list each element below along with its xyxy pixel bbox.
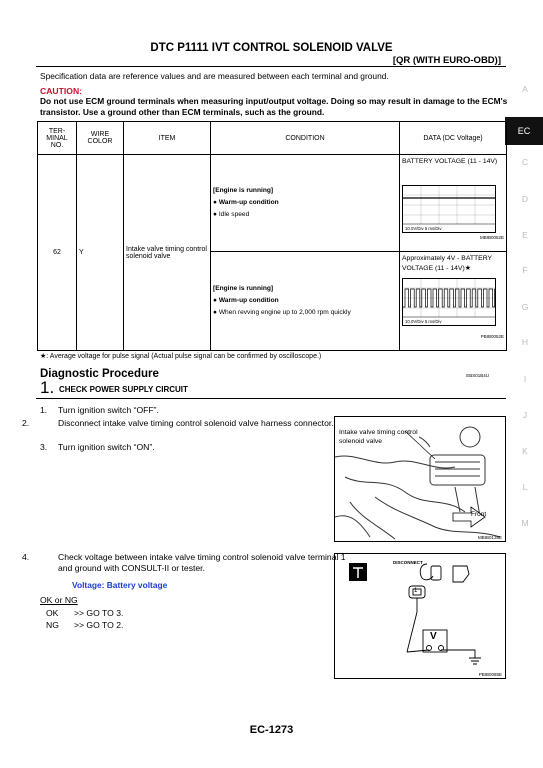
section-heading: Diagnostic Procedure	[40, 368, 159, 380]
condition-bullet: ● When revving engine up to 2,000 rpm quickly	[213, 309, 351, 316]
side-index-f: F	[522, 265, 528, 275]
terminal-spec-table	[37, 121, 507, 351]
side-index-d: D	[521, 194, 529, 204]
step-title: CHECK POWER SUPPLY CIRCUIT	[59, 385, 188, 394]
col-terminal: TER-MINAL NO.	[38, 122, 77, 155]
side-index-l: L	[522, 482, 528, 492]
section-code: EBS01B4U	[466, 373, 489, 378]
page-subtitle: [QR (WITH EURO-OBD)]	[392, 55, 501, 66]
list-item: 3. Turn ignition switch “ON”.	[40, 442, 155, 452]
oscilloscope-flat-figure	[402, 185, 496, 233]
page-title: DTC P1111 IVT CONTROL SOLENOID VALVE	[150, 42, 393, 54]
col-item: ITEM	[124, 122, 211, 155]
list-item: 4. Check voltage between intake valve timing control solenoid valve terminal 1 and ground with CONSULT-II or tester.	[22, 552, 346, 573]
oscilloscope-pulse-figure	[402, 278, 496, 326]
side-index-a: A	[522, 84, 528, 94]
condition-heading: [Engine is running]	[213, 285, 274, 292]
side-index-j: J	[522, 410, 528, 420]
result-row: NG >> GO TO 2.	[46, 620, 124, 630]
step-number: 1.	[40, 378, 55, 397]
condition-bullet: ● Warm-up condition	[213, 199, 279, 206]
terminal-cell: 62	[38, 155, 77, 351]
condition-heading: [Engine is running]	[213, 187, 274, 194]
list-item: 2. Disconnect intake valve timing control solenoid valve harness connector.	[22, 418, 334, 428]
side-index-m: M	[521, 518, 529, 528]
page-number: EC-1273	[249, 724, 294, 736]
wire-cell: Y	[77, 155, 124, 351]
caution-heading: CAUTION:	[40, 86, 83, 96]
engine-bay-figure	[334, 416, 506, 542]
spec-note: Specification data are reference values and are measured between each terminal and ground.	[40, 71, 389, 81]
col-wire-color: WIRE COLOR	[77, 122, 124, 155]
result-row: OK >> GO TO 3.	[46, 608, 124, 618]
voltage-spec: Voltage: Battery voltage	[72, 580, 168, 590]
data-value: BATTERY VOLTAGE (11 - 14V)	[402, 158, 498, 165]
col-data: DATA (DC Voltage)	[400, 122, 507, 155]
terminal-number: 1	[414, 588, 418, 594]
footnote: ★: Average voltage for pulse signal (Actual pulse signal can be confirmed by oscilloscope.)	[40, 353, 322, 360]
ok-ng-heading: OK or NG	[40, 595, 78, 605]
side-index-k: K	[522, 446, 528, 456]
col-condition: CONDITION	[211, 122, 400, 155]
condition-bullet: ● Idle speed	[213, 211, 250, 218]
list-item: 1. Turn ignition switch “OFF”.	[40, 405, 159, 415]
condition-cell-idle	[211, 155, 400, 252]
side-index-g: G	[521, 302, 529, 312]
figure-code: PBIB0052E	[480, 334, 504, 339]
scope-scale-label: 10.0V/Div 5 ms/Div	[405, 226, 442, 231]
figure-code: MBIB0052E	[479, 235, 504, 240]
figure-code: MBIB0138E	[477, 535, 502, 540]
disconnect-label: DISCONNECT	[393, 560, 423, 565]
scope-scale-label: 10.0V/Div 5 ms/Div	[405, 319, 442, 324]
header-rule	[36, 66, 506, 67]
step-rule	[36, 398, 506, 399]
condition-bullet: ● Warm-up condition	[213, 297, 279, 304]
side-index-i: I	[523, 374, 527, 384]
figure-callout: Intake valve timing control solenoid valve	[339, 429, 418, 445]
side-index-h: H	[521, 337, 529, 347]
voltage-check-figure	[334, 553, 506, 679]
data-cell-idle	[400, 155, 507, 252]
condition-cell-revving	[211, 252, 400, 351]
caution-text: Do not use ECM ground terminals when measuring input/output voltage. Doing so may result in damage to the ECM's transistor. Use a ground other than ECM terminals, such as the ground.	[40, 96, 508, 117]
front-label: Front	[471, 511, 487, 518]
side-index-ec-tab: EC	[505, 117, 543, 145]
side-index-c: C	[521, 157, 529, 167]
voltmeter-label: V	[430, 631, 437, 642]
data-cell-revving	[400, 252, 507, 351]
figure-code: PBIB0085E	[478, 672, 502, 677]
item-cell: Intake valve timing control solenoid valve	[124, 155, 211, 351]
data-value: Approximately 4V - BATTERY VOLTAGE (11 - 14V)★	[402, 255, 492, 272]
voltage-check-drawing	[335, 554, 505, 678]
table-header-row	[38, 122, 507, 155]
table-row	[38, 155, 507, 252]
side-index-e: E	[522, 230, 528, 240]
